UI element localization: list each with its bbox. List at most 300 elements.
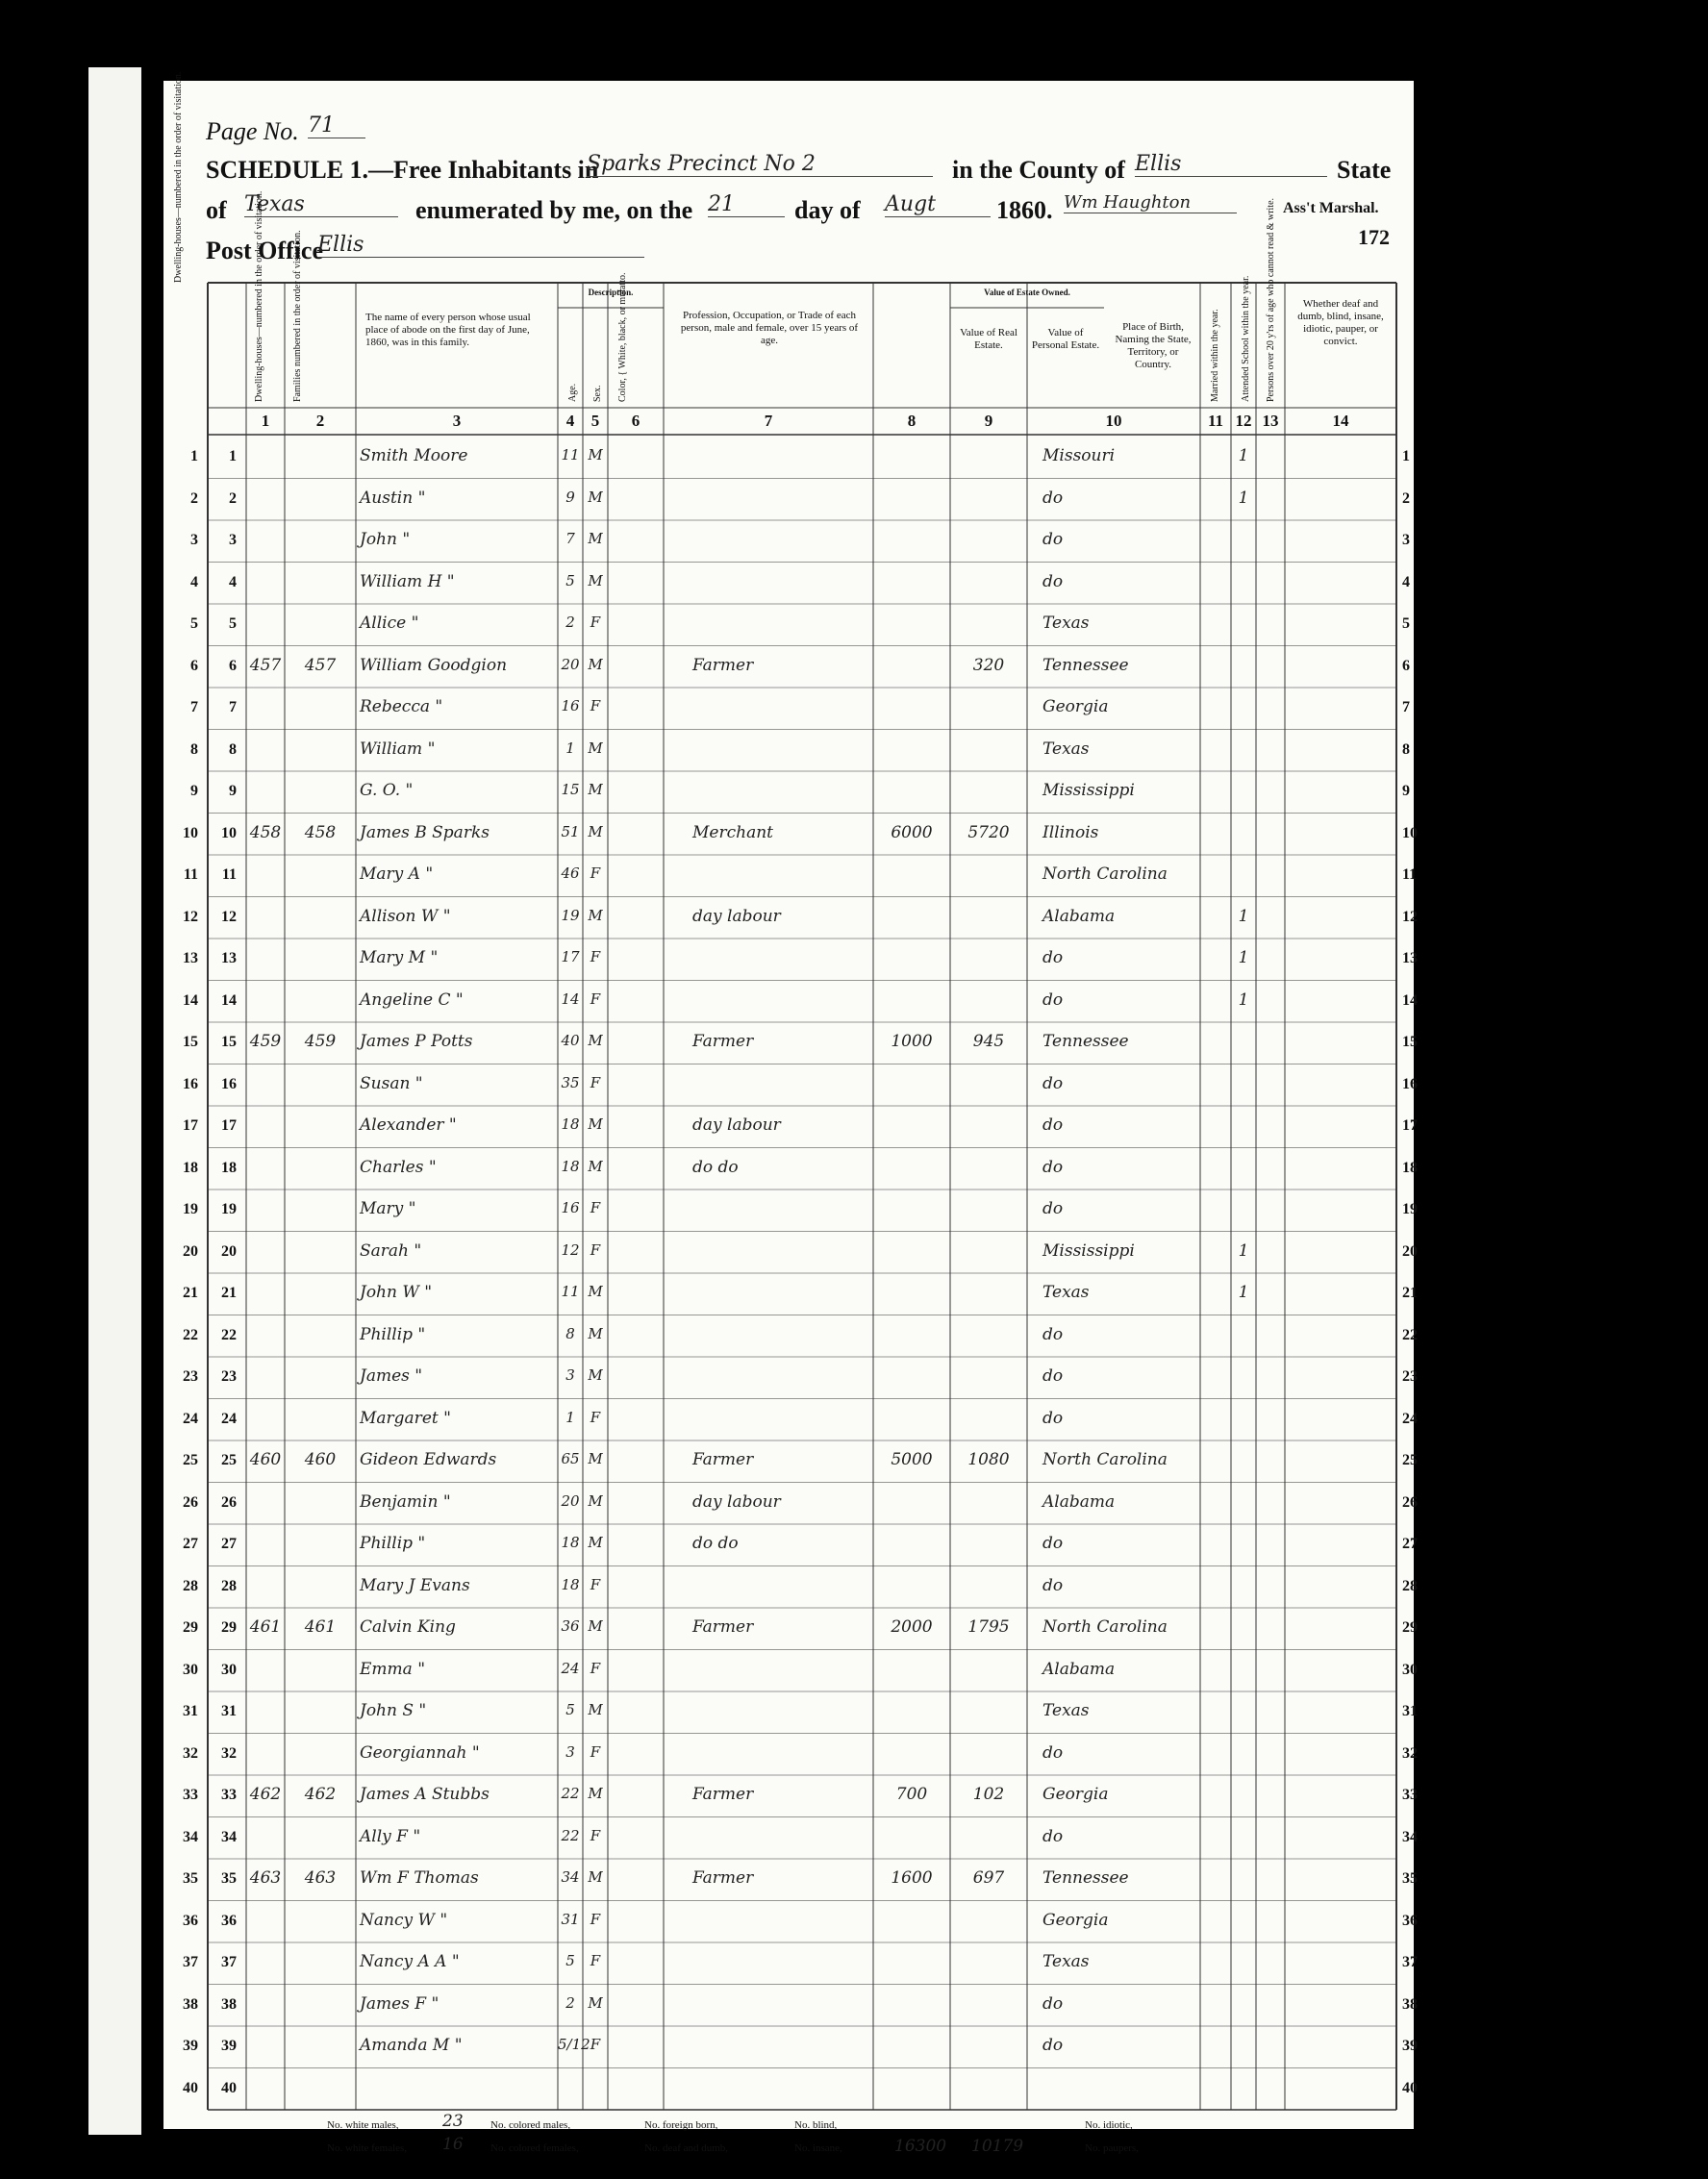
cell-fam: 463: [304, 1868, 337, 1888]
row-number-inner: 3: [229, 532, 237, 548]
cell-s: 1: [1238, 1283, 1249, 1302]
cell-birth: Mississippi: [1042, 781, 1135, 800]
row-number-left: 12: [183, 908, 198, 925]
row-number-right: 32: [1402, 1744, 1418, 1762]
cell-sex: F: [590, 1826, 601, 1844]
row-number-right: 28: [1402, 1577, 1418, 1594]
footer-blind-label: No. blind,: [794, 2119, 838, 2131]
cell-sex: F: [590, 1910, 601, 1928]
cell-name: Allice ": [360, 614, 419, 633]
county-label: in the County of: [952, 156, 1125, 184]
cell-occ: Farmer: [692, 1450, 754, 1469]
row-number-inner: 34: [221, 1828, 237, 1845]
column-number-9: 9: [984, 412, 993, 430]
row-number-inner: 24: [221, 1410, 237, 1427]
cell-birth: do: [1042, 571, 1064, 591]
cell-age: 5/12: [558, 2036, 590, 2053]
row-number-inner: 5: [229, 615, 237, 632]
row-number-right: 9: [1402, 783, 1410, 799]
marshal: Wm Haughton: [1064, 192, 1237, 213]
cell-name: Mary ": [360, 1199, 416, 1218]
left-binding-strip: [88, 67, 141, 2135]
row-number-left: 11: [183, 866, 198, 883]
row-number-right: 26: [1402, 1493, 1418, 1511]
row-number-right: 17: [1402, 1117, 1418, 1134]
cell-sex: F: [590, 1659, 601, 1677]
cell-name: Austin ": [360, 488, 426, 508]
cell-name: G. O. ": [360, 781, 414, 800]
column-number-4: 4: [565, 412, 575, 430]
cell-age: 15: [561, 781, 580, 798]
row-number-inner: 31: [221, 1703, 237, 1719]
cell-pers: 945: [972, 1032, 1005, 1051]
row-number-left: 25: [183, 1452, 198, 1468]
cell-birth: Texas: [1042, 1283, 1090, 1302]
page-number: 71: [308, 113, 365, 138]
cell-name: Smith Moore: [360, 446, 468, 465]
row-number-left: 28: [183, 1577, 198, 1594]
row-number-right: 3: [1402, 532, 1410, 548]
cell-real: 5000: [891, 1450, 933, 1469]
row-number-left: 4: [190, 573, 198, 590]
cell-sex: M: [588, 446, 603, 463]
footer-paupers-label: No. paupers,: [1085, 2142, 1139, 2154]
cell-birth: Alabama: [1042, 1491, 1116, 1512]
cell-name: William H ": [360, 571, 455, 591]
row-number-right: 4: [1402, 573, 1410, 590]
row-number-inner: 25: [221, 1452, 237, 1468]
row-number-right: 13: [1402, 950, 1418, 966]
cell-sex: M: [588, 1534, 603, 1551]
row-number-inner: 36: [221, 1912, 237, 1929]
row-number-left: 38: [183, 1995, 198, 2013]
cell-age: 24: [561, 1659, 580, 1677]
post-office: Ellis: [317, 233, 644, 258]
col11-heading-text: Married within the year.: [1210, 309, 1220, 402]
cell-sex: M: [588, 1157, 603, 1175]
cell-sex: M: [588, 906, 603, 924]
day-of-label: day of: [794, 196, 861, 224]
footer-total-real: 16300: [894, 2137, 947, 2156]
cell-age: 14: [561, 989, 580, 1008]
cell-age: 46: [561, 864, 580, 882]
cell-dw: 462: [249, 1785, 282, 1804]
post-office-label: Post Office: [206, 237, 324, 264]
cell-name: Sarah ": [360, 1240, 422, 1261]
cell-dw: 457: [249, 655, 282, 675]
cell-birth: do: [1042, 488, 1064, 508]
schedule-label: SCHEDULE 1.—Free Inhabitants in: [206, 156, 599, 184]
cell-occ: Farmer: [692, 1785, 754, 1804]
cell-age: 12: [561, 1240, 580, 1259]
cell-sex: M: [588, 1283, 603, 1300]
cell-name: Gideon Edwards: [360, 1450, 497, 1469]
cell-birth: do: [1042, 1742, 1064, 1763]
cell-birth: Illinois: [1042, 822, 1099, 842]
row-number-left: 40: [183, 2079, 198, 2096]
day: 21: [708, 192, 785, 217]
row-number-left: 23: [183, 1368, 198, 1385]
row-number-right: 27: [1402, 1536, 1418, 1552]
footer-white-males-label: No. white males,: [327, 2119, 399, 2131]
row-number-left: 36: [183, 1912, 198, 1929]
cell-birth: do: [1042, 1324, 1064, 1344]
row-number-inner: 35: [221, 1870, 237, 1887]
row-number-inner: 27: [221, 1536, 237, 1552]
cell-pers: 697: [972, 1868, 1005, 1888]
row-number-left: 35: [183, 1870, 198, 1887]
cell-birth: do: [1042, 989, 1064, 1010]
cell-age: 40: [561, 1032, 580, 1049]
row-number-right: 25: [1402, 1452, 1418, 1468]
col1-heading-text: Dwelling-houses—numbered in the order of visitation.: [254, 190, 264, 402]
cell-name: William ": [360, 739, 436, 759]
cell-name: Benjamin ": [360, 1491, 451, 1512]
row-number-left: 3: [190, 532, 198, 548]
cell-age: 19: [561, 906, 580, 924]
cell-name: William Goodgion: [360, 655, 508, 675]
cell-sex: F: [590, 1199, 601, 1216]
cell-birth: do: [1042, 530, 1064, 549]
row-number-left: 22: [183, 1326, 198, 1343]
cell-fam: 462: [304, 1785, 337, 1804]
cell-sex: M: [588, 822, 603, 840]
cell-name: Mary M ": [360, 948, 439, 967]
row-number-left: 8: [190, 740, 198, 758]
column-number-1: 1: [261, 412, 270, 430]
row-number-right: 35: [1402, 1870, 1418, 1887]
cell-age: 31: [561, 1910, 580, 1928]
cell-fam: 457: [304, 655, 337, 675]
row-number-inner: 4: [229, 573, 237, 590]
cell-birth: Alabama: [1042, 1659, 1116, 1679]
column-number-3: 3: [452, 412, 462, 430]
row-number-right: 19: [1402, 1201, 1418, 1217]
row-number-inner: 39: [221, 2038, 237, 2054]
footer-white-males: 23: [442, 2112, 464, 2131]
cell-age: 1: [565, 739, 575, 757]
cell-s: 1: [1238, 488, 1249, 508]
cell-occ: Farmer: [692, 1617, 754, 1637]
row-number-left: 9: [190, 783, 198, 799]
row-number-right: 15: [1402, 1034, 1418, 1050]
col14-heading: Whether deaf and dumb, blind, insane, idiotic, pauper, or convict.: [1297, 298, 1384, 347]
cell-name: James F ": [360, 1993, 440, 2014]
row-number-left: 39: [183, 2038, 198, 2054]
cell-dw: 458: [249, 822, 282, 842]
row-number-left: 19: [183, 1201, 198, 1217]
row-number-left: 26: [183, 1493, 198, 1511]
cell-sex: M: [588, 1491, 603, 1510]
column-number-11: 11: [1207, 412, 1224, 430]
cell-fam: 458: [304, 822, 337, 842]
cell-sex: F: [590, 697, 601, 714]
row-number-inner: 28: [221, 1577, 237, 1594]
footer-white-females: 16: [442, 2135, 464, 2154]
cell-dw: 461: [249, 1617, 282, 1637]
cell-sex: M: [588, 1324, 603, 1342]
cell-birth: do: [1042, 1073, 1064, 1093]
column-number-14: 14: [1332, 412, 1349, 430]
cell-birth: do: [1042, 1199, 1064, 1218]
col6-heading-text: Color, { White, black, or mulatto.: [617, 272, 628, 402]
row-number-right: 23: [1402, 1368, 1418, 1385]
row-number-left: 2: [190, 489, 198, 507]
cell-sex: F: [590, 864, 601, 882]
row-number-left: 18: [183, 1159, 198, 1176]
cell-sex: M: [588, 1450, 603, 1467]
state-label: State: [1337, 156, 1392, 184]
row-number-inner: 10: [221, 824, 237, 841]
year: 1860.: [996, 196, 1053, 224]
cell-sex: F: [590, 1240, 601, 1259]
cell-sex: M: [588, 1993, 603, 2012]
row-number-right: 21: [1402, 1285, 1418, 1301]
cell-birth: Alabama: [1042, 906, 1116, 926]
estate-heading: Value of Estate Owned.: [984, 288, 1070, 297]
footer-total-personal: 10179: [971, 2137, 1024, 2156]
row-number-inner: 13: [221, 950, 237, 966]
cell-pers: 5720: [967, 822, 1010, 842]
footer-colored-males-label: No. colored males,: [490, 2119, 571, 2131]
cell-pers: 320: [972, 655, 1005, 675]
cell-birth: do: [1042, 1408, 1064, 1428]
row-number-left: 14: [183, 991, 198, 1009]
row-number-right: 29: [1402, 1619, 1418, 1636]
cell-fam: 459: [304, 1032, 337, 1051]
cell-sex: F: [590, 1742, 601, 1761]
cell-name: Mary A ": [360, 864, 434, 884]
cell-birth: Georgia: [1042, 1910, 1109, 1930]
row-number-left: 24: [183, 1410, 198, 1427]
cell-birth: do: [1042, 1575, 1064, 1595]
row-number-left: 1: [190, 448, 198, 464]
cell-birth: Tennessee: [1042, 1032, 1129, 1051]
cell-age: 11: [561, 1283, 580, 1300]
cell-age: 3: [565, 1366, 575, 1384]
row-number-inner: 17: [221, 1117, 237, 1134]
footer-foreign-born-label: No. foreign born,: [644, 2119, 718, 2131]
cell-name: Phillip ": [360, 1324, 426, 1344]
cell-real: 1600: [891, 1868, 933, 1888]
row-number-right: 38: [1402, 1995, 1418, 2013]
row-number-inner: 8: [229, 740, 237, 758]
footer-insane-label: No. insane,: [794, 2142, 842, 2154]
cell-occ: day labour: [692, 1491, 781, 1512]
row-number-right: 22: [1402, 1326, 1418, 1343]
row-number-inner: 37: [221, 1954, 237, 1970]
cell-sex: M: [588, 1032, 603, 1049]
cell-birth: Texas: [1042, 1701, 1090, 1720]
cell-age: 8: [565, 1324, 575, 1342]
cell-pers: 1080: [967, 1450, 1010, 1469]
cell-real: 2000: [891, 1617, 933, 1637]
row-number-right: 39: [1402, 2038, 1418, 2054]
cell-age: 22: [561, 1785, 580, 1802]
cell-birth: do: [1042, 1993, 1064, 2014]
cell-age: 5: [565, 571, 575, 589]
cell-occ: Farmer: [692, 655, 754, 675]
cell-sex: F: [590, 1575, 601, 1593]
cell-name: Charles ": [360, 1157, 437, 1177]
row-number-right: 2: [1402, 489, 1410, 507]
row-number-right: 37: [1402, 1954, 1418, 1970]
column-number-12: 12: [1235, 412, 1252, 430]
row-number-left: 10: [183, 824, 198, 841]
row-number-inner: 23: [221, 1368, 237, 1385]
row-number-right: 24: [1402, 1410, 1418, 1427]
cell-dw: 459: [249, 1032, 282, 1051]
row-number-right: 31: [1402, 1703, 1418, 1719]
cell-pers: 1795: [967, 1617, 1010, 1637]
row-number-left: 33: [183, 1787, 198, 1803]
cell-name: Susan ": [360, 1073, 423, 1093]
col7-heading: Profession, Occupation, or Trade of each person, male and female, over 15 years of age.: [680, 310, 859, 346]
col2-heading-text: Families numbered in the order of visitation.: [292, 230, 303, 402]
row-number-right: 14: [1402, 991, 1418, 1009]
cell-age: 16: [561, 1199, 580, 1216]
cell-birth: do: [1042, 1534, 1064, 1553]
cell-age: 16: [561, 697, 580, 714]
cell-name: James A Stubbs: [360, 1785, 490, 1804]
row-number-right: 8: [1402, 740, 1410, 758]
cell-sex: F: [590, 1408, 601, 1426]
row-number-inner: 2: [229, 489, 237, 507]
cell-name: Allison W ": [360, 906, 451, 926]
footer-colored-females-label: No. colored females,: [490, 2142, 579, 2154]
state: Texas: [244, 192, 398, 217]
col13-heading-text: Persons over 20 y'rs of age who cannot read & write.: [1266, 197, 1276, 402]
row-number-left: 21: [183, 1285, 198, 1301]
cell-s: 1: [1238, 989, 1249, 1010]
cell-birth: Tennessee: [1042, 655, 1129, 675]
cell-real: 700: [895, 1785, 928, 1804]
cell-sex: F: [590, 989, 601, 1008]
column-number-6: 6: [631, 412, 640, 430]
cell-birth: do: [1042, 948, 1064, 967]
cell-age: 20: [561, 1491, 580, 1510]
cell-sex: M: [588, 1785, 603, 1802]
cell-age: 9: [565, 488, 575, 506]
description-heading: Description.: [588, 288, 634, 297]
column-number-13: 13: [1262, 412, 1279, 430]
row-number-left: 27: [183, 1536, 198, 1552]
cell-name: Nancy A A ": [360, 1952, 460, 1971]
cell-age: 22: [561, 1826, 580, 1844]
of-label: of: [206, 196, 227, 224]
cell-s: 1: [1238, 906, 1249, 926]
cell-name: Angeline C ": [360, 989, 464, 1010]
row-number-right: 40: [1402, 2079, 1418, 2096]
row-number-inner: 38: [221, 1995, 237, 2013]
cell-age: 18: [561, 1575, 580, 1593]
cell-birth: Georgia: [1042, 1785, 1109, 1804]
cell-sex: F: [590, 1952, 601, 1969]
cell-name: James P Potts: [360, 1032, 473, 1051]
row-number-inner: 18: [221, 1159, 237, 1176]
row-number-right: 18: [1402, 1159, 1418, 1176]
cell-sex: M: [588, 781, 603, 798]
row-number-inner: 22: [221, 1326, 237, 1343]
col9-heading: Value of Personal Estate.: [1031, 327, 1100, 351]
row-number-inner: 15: [221, 1034, 237, 1050]
column-number-2: 2: [315, 412, 325, 430]
cell-sex: M: [588, 488, 603, 506]
cell-sex: M: [588, 1115, 603, 1133]
row-number-left: 5: [190, 615, 198, 632]
cell-name: Emma ": [360, 1659, 426, 1679]
row-number-left: 29: [183, 1619, 198, 1636]
cell-s: 1: [1238, 948, 1249, 967]
cell-birth: North Carolina: [1042, 1450, 1168, 1469]
row-number-inner: 14: [221, 991, 237, 1009]
cell-birth: do: [1042, 2036, 1064, 2055]
row-number-left: 13: [183, 950, 198, 966]
cell-occ: Merchant: [692, 822, 773, 842]
cell-age: 20: [561, 655, 580, 673]
row-number-right: 7: [1402, 699, 1410, 715]
row-number-right: 16: [1402, 1075, 1418, 1092]
cell-occ: do do: [692, 1157, 739, 1177]
column-number-8: 8: [907, 412, 917, 430]
cell-birth: North Carolina: [1042, 864, 1168, 884]
cell-name: Margaret ": [360, 1408, 451, 1428]
row-number-right: 11: [1402, 866, 1418, 883]
cell-age: 2: [565, 614, 575, 631]
cell-age: 36: [561, 1617, 580, 1635]
month: Augt: [885, 192, 991, 217]
row-number-inner: 12: [221, 908, 237, 925]
cell-birth: North Carolina: [1042, 1617, 1168, 1637]
cell-name: Amanda M ": [360, 2036, 463, 2055]
footer-deaf-dumb-label: No. deaf and dumb,: [644, 2142, 729, 2154]
row-number-right: 5: [1402, 615, 1410, 632]
cell-sex: M: [588, 739, 603, 757]
row-number-inner: 16: [221, 1075, 237, 1092]
cell-birth: Texas: [1042, 614, 1090, 633]
cell-sex: M: [588, 571, 603, 589]
cell-pers: 102: [972, 1785, 1005, 1804]
cell-name: Phillip ": [360, 1534, 426, 1553]
row-number-inner: 40: [221, 2079, 237, 2096]
row-number-inner: 7: [229, 699, 237, 715]
cell-occ: day labour: [692, 906, 781, 926]
cell-age: 18: [561, 1115, 580, 1133]
row-number-left: 37: [183, 1954, 198, 1970]
cell-birth: Texas: [1042, 1952, 1090, 1971]
row-number-inner: 11: [221, 866, 237, 883]
col5-heading-text: Sex.: [592, 385, 603, 402]
cell-sex: M: [588, 1366, 603, 1384]
cell-name: James B Sparks: [360, 822, 490, 842]
cell-name: Rebecca ": [360, 697, 443, 716]
cell-dw: 463: [249, 1868, 282, 1888]
county: Ellis: [1135, 152, 1327, 177]
row-number-left: 30: [183, 1661, 198, 1678]
col8-heading: Value of Real Estate.: [960, 327, 1017, 351]
locality: Sparks Precinct No 2: [587, 152, 933, 177]
cell-fam: 460: [304, 1450, 337, 1469]
row-number-right: 33: [1402, 1787, 1418, 1803]
page-label: Page No.: [206, 117, 299, 145]
footer-white-females-label: No. white females,: [327, 2142, 408, 2154]
cell-sex: M: [588, 1868, 603, 1886]
cell-age: 51: [561, 822, 580, 840]
cell-birth: Tennessee: [1042, 1868, 1129, 1888]
cell-sex: M: [588, 1701, 603, 1718]
cell-age: 5: [565, 1701, 575, 1718]
row-number-left: 20: [183, 1242, 198, 1260]
